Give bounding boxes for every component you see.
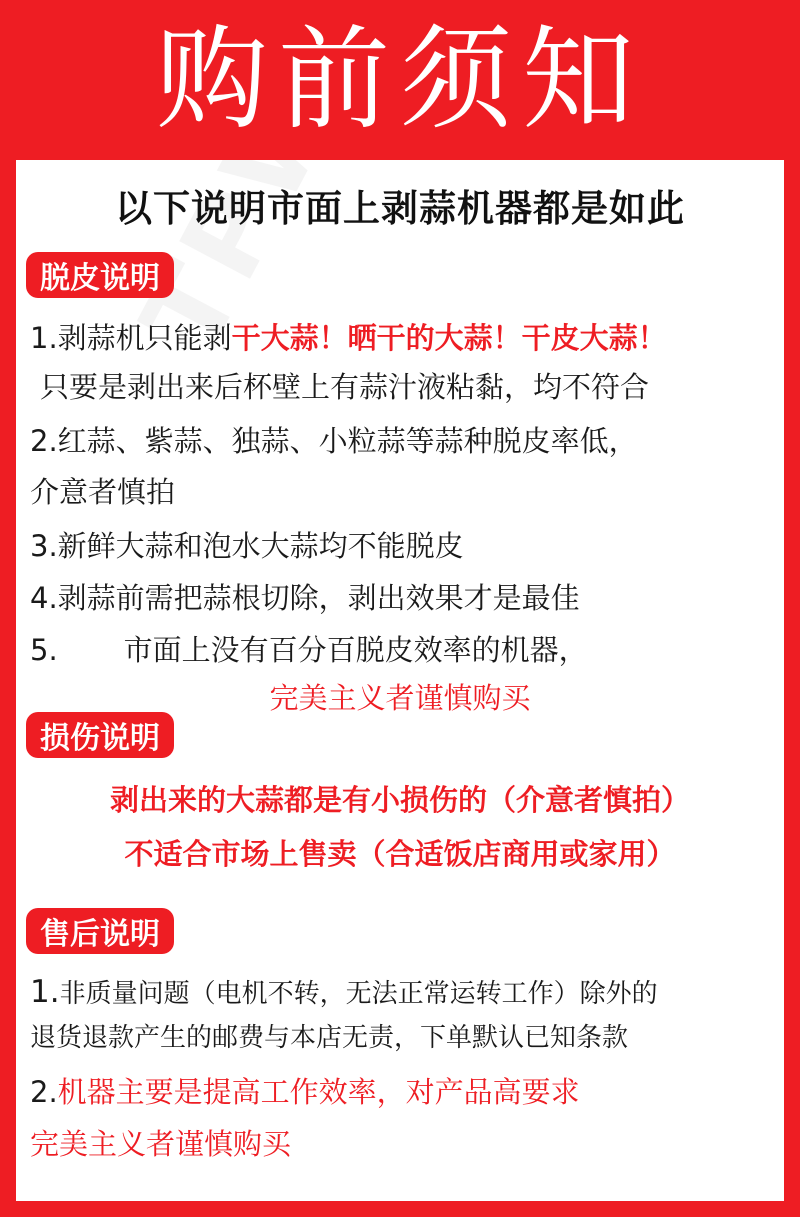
peeling-item-5 xyxy=(30,630,588,670)
damage-line-2: 不适合市场上售卖（合适饭店商用或家用） xyxy=(124,837,676,871)
aftersale-item-1-text: 非质量问题（电机不转，无法正常运转工作）除外的 xyxy=(59,979,658,1009)
aftersale-item-2-line2: 完美主义者谨慎购买 xyxy=(30,1127,292,1161)
page-heading: 以下说明市面上剥蒜机器都是如此 xyxy=(115,187,685,230)
aftersale-item-2 xyxy=(30,1072,580,1112)
peeling-item-2: 2.红蒜、紫蒜、独蒜、小粒蒜等蒜种脱皮率低， xyxy=(30,424,638,458)
damage-line-1: 剥出来的大蒜都是有小损伤的（介意者慎拍） xyxy=(109,783,690,817)
peeling-item-4: 4.剥蒜前需把蒜根切除，剥出效果才是最佳 xyxy=(30,581,580,615)
section-badge-damage: 损伤说明 xyxy=(26,712,174,758)
banner xyxy=(0,0,800,160)
peeling-item-5-note: 完美主义者谨慎购买 xyxy=(269,681,531,715)
peeling-item-5-text: 市面上没有百分百脱皮效率的机器， xyxy=(123,633,588,667)
peeling-item-1-highlight: 干大蒜！晒干的大蒜！干皮大蒜！ xyxy=(231,321,667,355)
banner-title: 购前须知 xyxy=(156,15,644,145)
peeling-item-2-line2: 介意者慎拍 xyxy=(30,475,176,509)
aftersale-item-2-text: 机器主要是提高工作效率，对产品高要求 xyxy=(57,1075,580,1109)
peeling-item-5-number: 5. xyxy=(30,633,58,667)
peeling-item-1-prefix: 1.剥蒜机只能剥 xyxy=(30,321,232,355)
peeling-item-1 xyxy=(30,318,667,358)
aftersale-item-2-number: 2. xyxy=(30,1075,58,1109)
notice-panel xyxy=(16,160,784,1201)
section-badge-aftersale: 售后说明 xyxy=(26,908,174,954)
peeling-item-1-line2: 只要是剥出来后杯壁上有蒜汁液粘黏，均不符合 xyxy=(40,370,650,404)
aftersale-item-1 xyxy=(30,972,658,1014)
peeling-item-3: 3.新鲜大蒜和泡水大蒜均不能脱皮 xyxy=(30,529,464,563)
aftersale-item-1-number: 1. xyxy=(30,974,60,1010)
aftersale-item-1-line2: 退货退款产生的邮费与本店无责，下单默认已知条款 xyxy=(30,1023,629,1053)
section-badge-peeling: 脱皮说明 xyxy=(26,252,174,298)
